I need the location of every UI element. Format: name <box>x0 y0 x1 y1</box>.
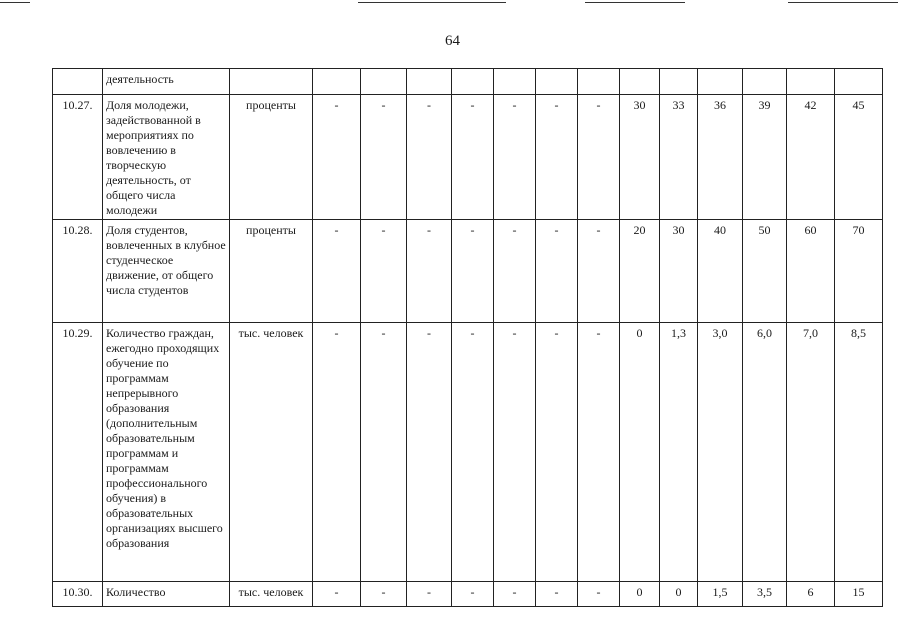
value-cell <box>494 69 536 95</box>
value-cell <box>620 69 660 95</box>
value-cell: - <box>361 95 407 220</box>
indicator-name-cell: Количество граждан, ежегодно проходящих обучение по программам непрерывного образования (дополнительным образовательным программам и программам профессионального обучения) в образовательных организациях высшего образования <box>103 323 230 582</box>
row-number-cell <box>53 69 103 95</box>
indicator-name-cell: Доля студентов, вовлеченных в клубное студенческое движение, от общего числа студентов <box>103 220 230 323</box>
value-cell <box>536 69 578 95</box>
value-cell: - <box>536 95 578 220</box>
value-cell: 42 <box>787 95 835 220</box>
value-cell: - <box>578 582 620 607</box>
value-cell <box>313 69 361 95</box>
value-cell: - <box>494 220 536 323</box>
value-cell: - <box>407 323 452 582</box>
value-cell: - <box>407 582 452 607</box>
value-cell: - <box>313 582 361 607</box>
value-cell: 30 <box>620 95 660 220</box>
value-cell: - <box>452 95 494 220</box>
table-row <box>53 323 883 582</box>
value-cell: 3,5 <box>743 582 787 607</box>
scan-artifact-line <box>585 2 685 3</box>
value-cell: - <box>494 323 536 582</box>
value-cell: 7,0 <box>787 323 835 582</box>
value-cell: 39 <box>743 95 787 220</box>
value-cell: - <box>452 323 494 582</box>
value-cell: - <box>407 220 452 323</box>
indicator-table <box>52 68 883 607</box>
indicator-name-cell: Количество <box>103 582 230 607</box>
value-cell: - <box>536 582 578 607</box>
value-cell: - <box>578 323 620 582</box>
value-cell: 33 <box>660 95 698 220</box>
value-cell: 6 <box>787 582 835 607</box>
row-number-cell: 10.28. <box>53 220 103 323</box>
value-cell: - <box>536 323 578 582</box>
value-cell <box>361 69 407 95</box>
table-row <box>53 69 883 95</box>
value-cell: 40 <box>698 220 743 323</box>
value-cell: 0 <box>620 582 660 607</box>
unit-cell: тыс. человек <box>230 323 313 582</box>
value-cell: 1,3 <box>660 323 698 582</box>
value-cell: - <box>313 323 361 582</box>
table-row <box>53 582 883 607</box>
row-number-cell: 10.29. <box>53 323 103 582</box>
value-cell: - <box>578 220 620 323</box>
indicator-name-cell: Доля молодежи, задействованной в мероприятиях по вовлечению в творческую деятельность, от общего числа молодежи <box>103 95 230 220</box>
value-cell: - <box>407 95 452 220</box>
value-cell: 70 <box>835 220 883 323</box>
value-cell: - <box>361 220 407 323</box>
value-cell: 0 <box>660 582 698 607</box>
value-cell: - <box>313 95 361 220</box>
table-row <box>53 95 883 220</box>
value-cell: - <box>452 582 494 607</box>
value-cell: 6,0 <box>743 323 787 582</box>
indicator-name-cell: деятельность <box>103 69 230 95</box>
value-cell <box>698 69 743 95</box>
value-cell <box>407 69 452 95</box>
table-row <box>53 220 883 323</box>
scan-artifact-line <box>788 2 898 3</box>
value-cell: 30 <box>660 220 698 323</box>
value-cell: - <box>578 95 620 220</box>
scan-artifact-line <box>0 2 30 3</box>
page-number: 64 <box>445 33 460 49</box>
value-cell: 50 <box>743 220 787 323</box>
value-cell: - <box>361 323 407 582</box>
value-cell <box>743 69 787 95</box>
row-number-cell: 10.27. <box>53 95 103 220</box>
value-cell: 20 <box>620 220 660 323</box>
value-cell: 36 <box>698 95 743 220</box>
value-cell <box>452 69 494 95</box>
value-cell: 45 <box>835 95 883 220</box>
unit-cell: тыс. человек <box>230 582 313 607</box>
value-cell: 1,5 <box>698 582 743 607</box>
value-cell: 0 <box>620 323 660 582</box>
value-cell <box>660 69 698 95</box>
value-cell: - <box>494 582 536 607</box>
value-cell: 15 <box>835 582 883 607</box>
value-cell <box>787 69 835 95</box>
row-number-cell: 10.30. <box>53 582 103 607</box>
value-cell <box>835 69 883 95</box>
unit-cell <box>230 69 313 95</box>
unit-cell: проценты <box>230 220 313 323</box>
unit-cell: проценты <box>230 95 313 220</box>
value-cell: 8,5 <box>835 323 883 582</box>
value-cell: - <box>361 582 407 607</box>
value-cell <box>578 69 620 95</box>
value-cell: - <box>494 95 536 220</box>
value-cell: 3,0 <box>698 323 743 582</box>
value-cell: 60 <box>787 220 835 323</box>
value-cell: - <box>313 220 361 323</box>
value-cell: - <box>536 220 578 323</box>
value-cell: - <box>452 220 494 323</box>
scan-artifact-line <box>358 2 506 3</box>
